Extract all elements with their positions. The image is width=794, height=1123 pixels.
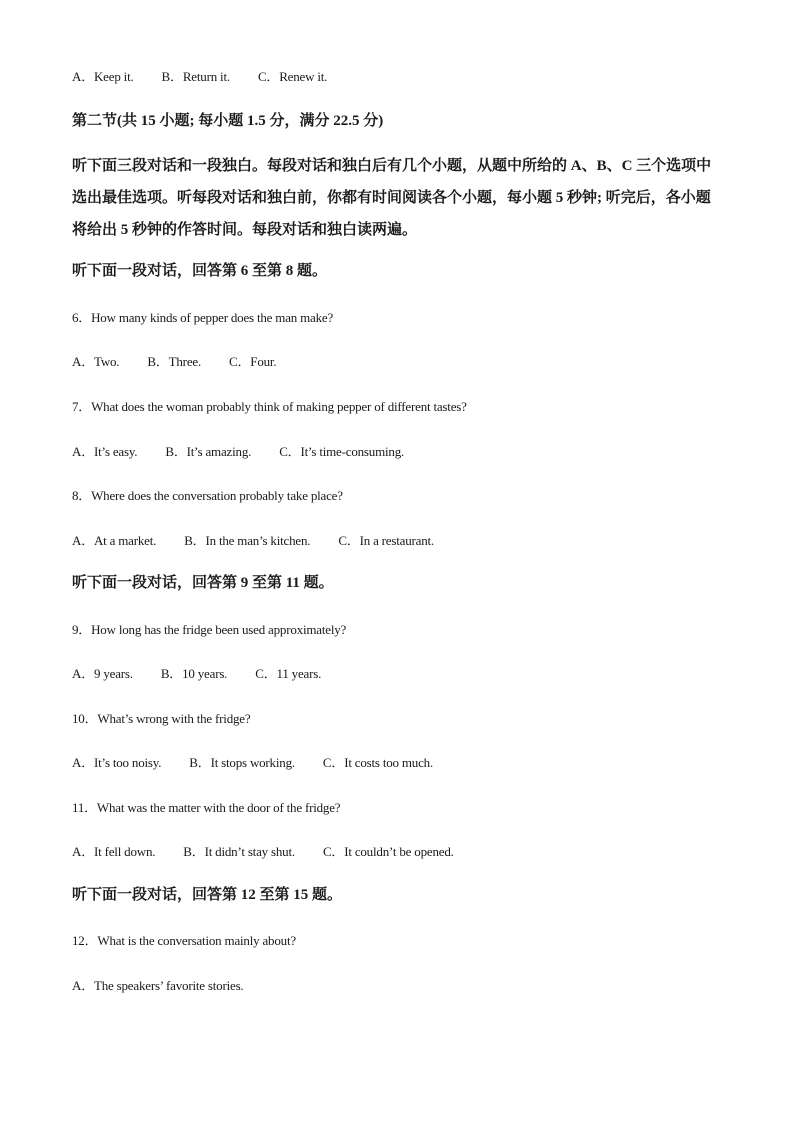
question-6: 6．How many kinds of pepper does the man make? <box>72 310 334 325</box>
option-c: C．It costs too much. <box>322 755 434 770</box>
group-intro: 听下面一段对话，回答第 12 至第 15 题。 <box>72 887 343 903</box>
section-instructions: 听下面三段对话和一段独白。每段对话和独白后有几个小题，从题中所给的 A、B、C 三个选项中选出最佳选项。听每段对话和独白前，你都有时间阅读各个小题，每小题 5 秒钟; 听完后，各小题将给出 5 秒钟的作答时间。每段对话和独白读两遍。 <box>72 158 712 238</box>
section-heading: 第二节(共 15 小题; 每小题 1.5 分，满分 22.5 分) <box>72 113 384 129</box>
option-a: A．It fell down. <box>72 844 156 859</box>
option-a: A．9 years. <box>72 666 133 681</box>
option-a: A．It’s too noisy. <box>72 755 162 770</box>
question-11: 11．What was the matter with the door of the fridge? <box>72 800 341 815</box>
option-c: C．In a restaurant. <box>338 533 434 548</box>
option-a: A．Keep it. <box>72 69 134 84</box>
group-intro: 听下面一段对话，回答第 6 至第 8 题。 <box>72 263 328 279</box>
question-12-option-a: A．The speakers’ favorite stories. <box>72 978 244 993</box>
option-c: C．It’s time-consuming. <box>279 444 405 459</box>
option-a: A．Two. <box>72 354 120 369</box>
question-10-options <box>72 756 461 769</box>
question-9: 9．How long has the fridge been used approximately? <box>72 622 347 637</box>
option-b: B．It’s amazing. <box>165 444 252 459</box>
option-c: C．11 years. <box>255 666 322 681</box>
option-b: B．10 years. <box>160 666 228 681</box>
option-c: C．It couldn’t be opened. <box>322 844 454 859</box>
question-8: 8．Where does the conversation probably take place? <box>72 488 343 503</box>
question-8-options <box>72 534 462 547</box>
question-11-options <box>72 845 482 858</box>
option-c: C．Four. <box>229 354 277 369</box>
question-10: 10．What’s wrong with the fridge? <box>72 711 251 726</box>
option-b: B．Three. <box>147 354 202 369</box>
option-b: B．It stops working. <box>189 755 295 770</box>
question-12: 12．What is the conversation mainly about? <box>72 933 296 948</box>
question-7-options <box>72 445 432 458</box>
group-intro: 听下面一段对话，回答第 9 至第 11 题。 <box>72 575 334 591</box>
option-a: A．At a market. <box>72 533 157 548</box>
question-9-options <box>72 667 349 680</box>
q5-options <box>72 70 355 83</box>
question-7: 7．What does the woman probably think of making pepper of different tastes? <box>72 399 467 414</box>
option-b: B．Return it. <box>161 69 230 84</box>
question-6-options <box>72 355 304 368</box>
option-b: B．It didn’t stay shut. <box>183 844 295 859</box>
option-c: C．Renew it. <box>257 69 328 84</box>
option-b: B．In the man’s kitchen. <box>184 533 311 548</box>
option-a: A．It’s easy. <box>72 444 138 459</box>
